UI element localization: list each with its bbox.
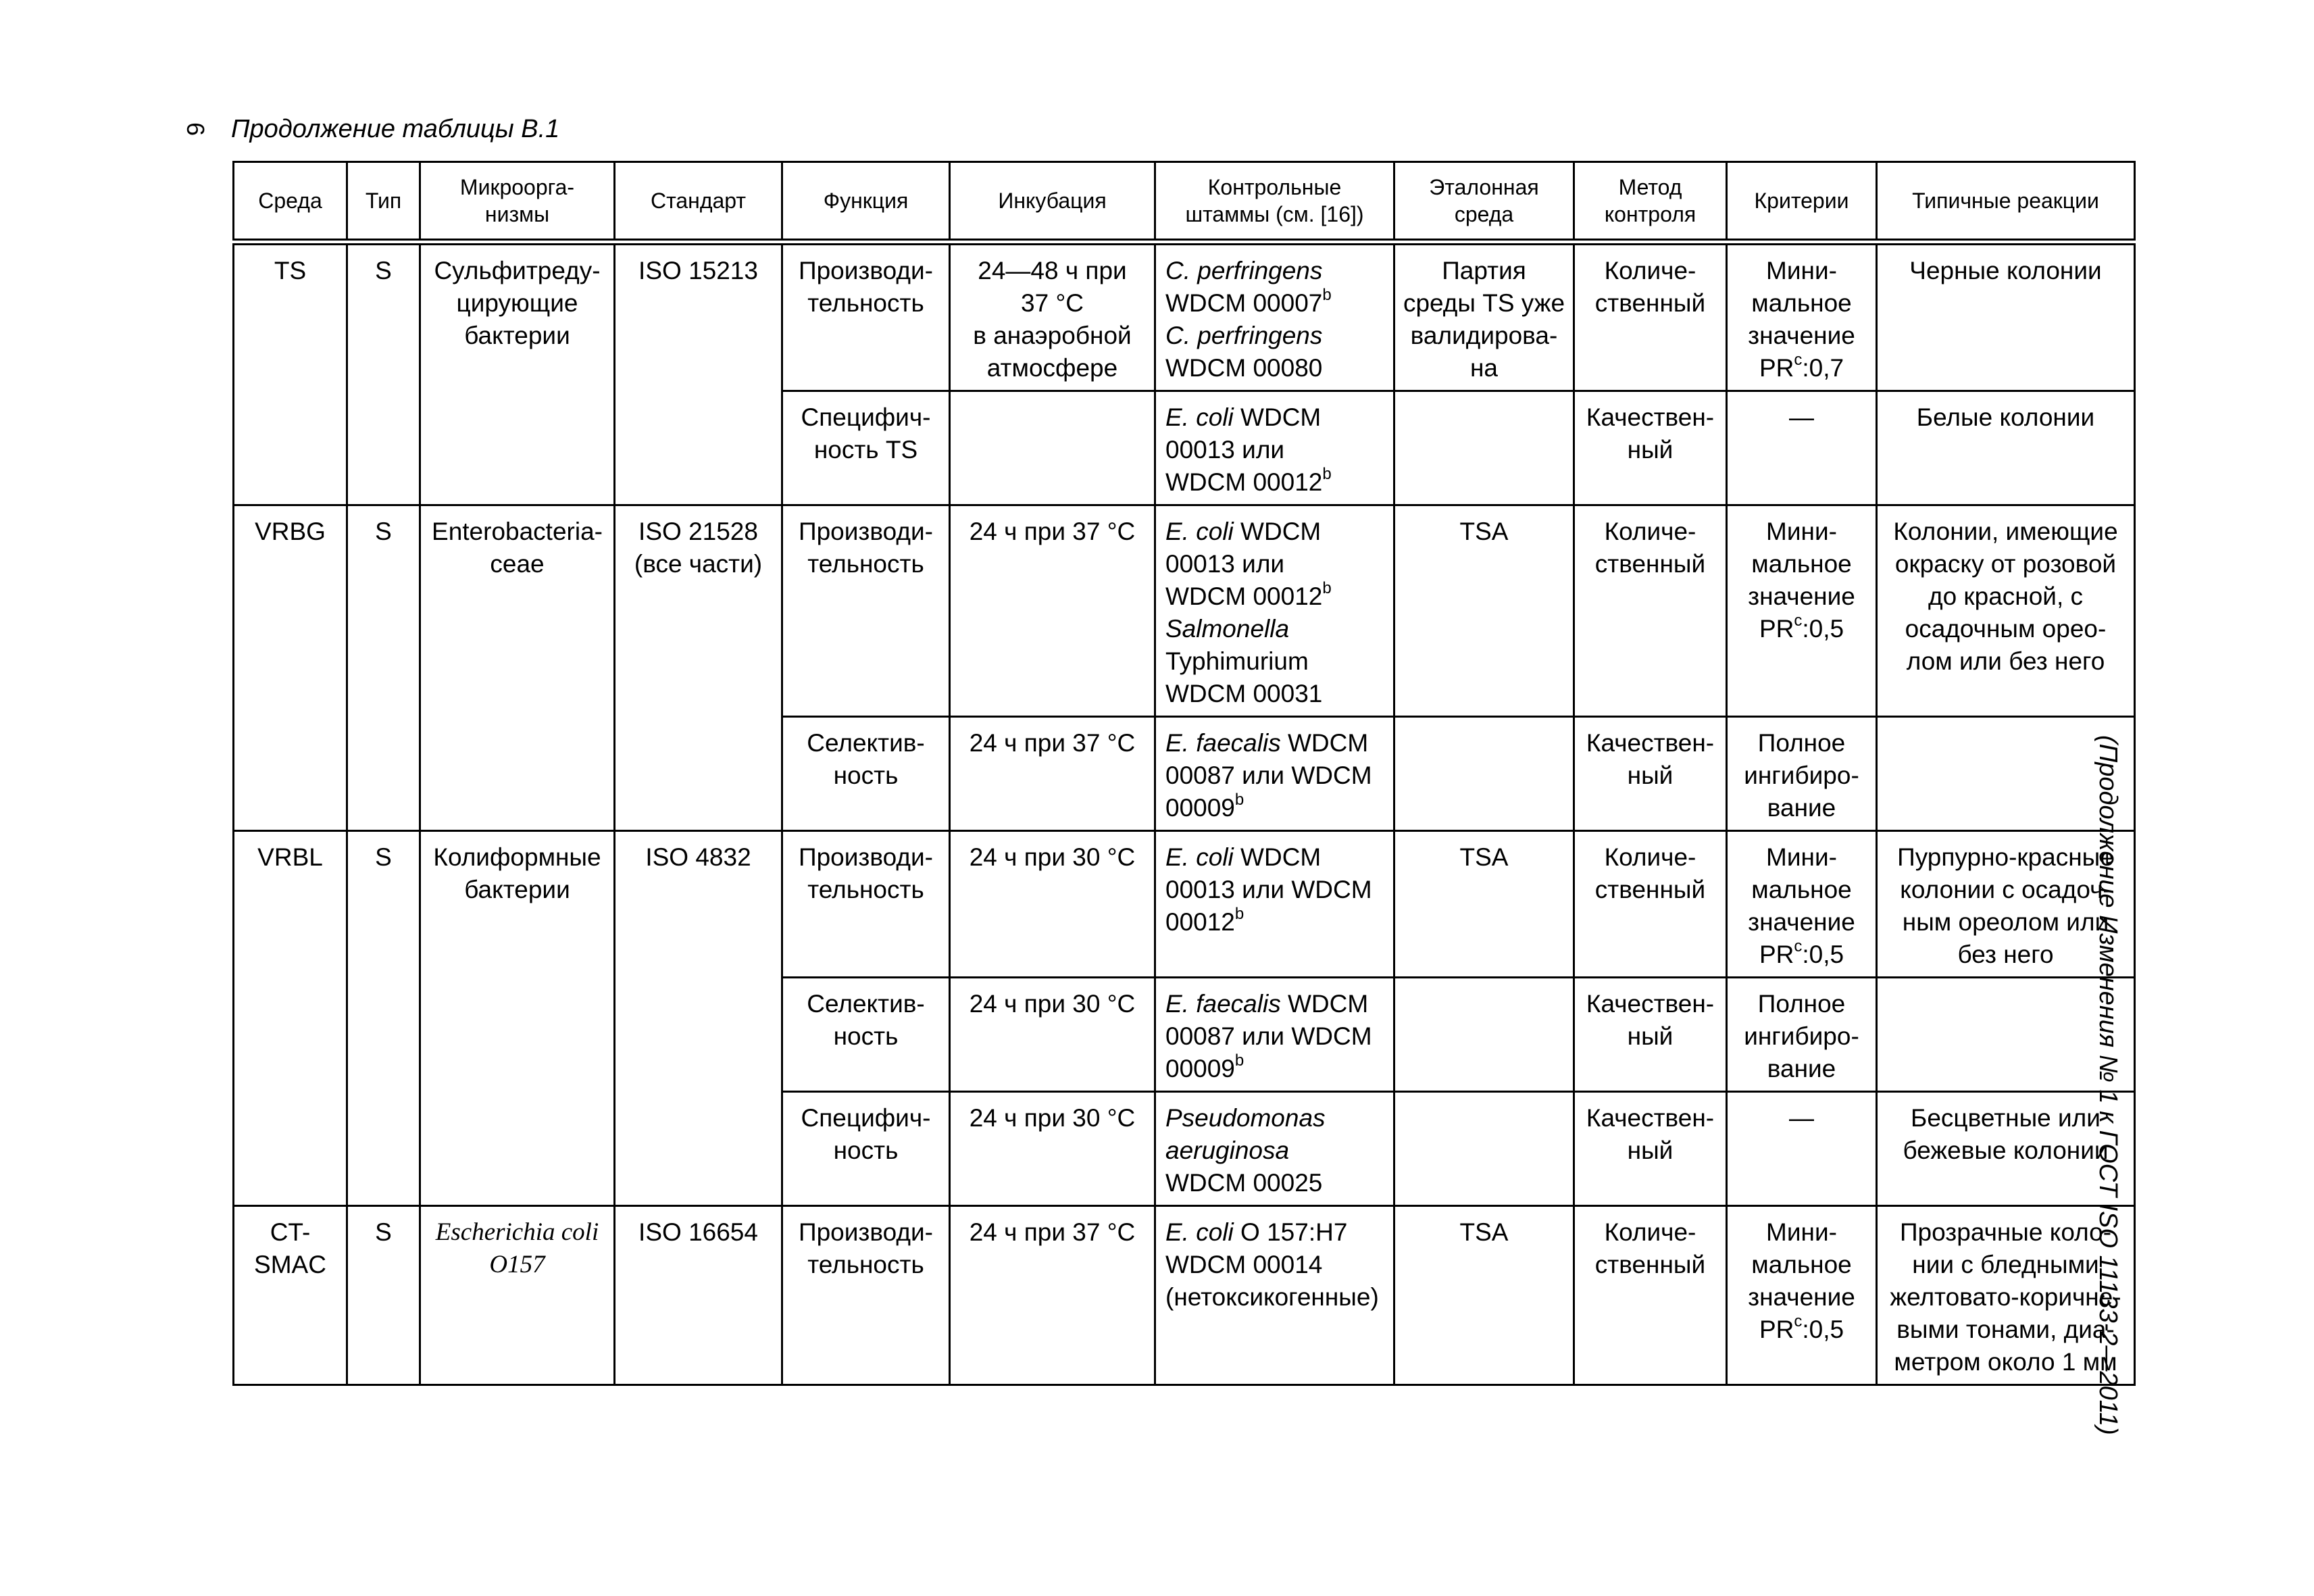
cell-reaction: Бесцветные или бежевые колонии bbox=[1877, 1092, 2135, 1206]
cell-reaction: Колонии, имеющие окраску от розовой до красной, с осадочным орео- лом или без него bbox=[1877, 505, 2135, 717]
page-number: 6 bbox=[182, 122, 209, 136]
cell-method: Качествен- ный bbox=[1574, 978, 1727, 1092]
cell-reference bbox=[1394, 1092, 1574, 1206]
cell-method: Качествен- ный bbox=[1574, 717, 1727, 831]
cell-standard: ISO 16654 bbox=[615, 1206, 782, 1385]
cell-reaction: Пурпурно-красные колонии с осадоч- ным ореолом или без него bbox=[1877, 831, 2135, 978]
cell-medium: VRBL bbox=[234, 831, 347, 1206]
cell-type: S bbox=[347, 242, 420, 505]
cell-medium: CT- SMAC bbox=[234, 1206, 347, 1385]
cell-type: S bbox=[347, 505, 420, 831]
cell-function: Производи- тельность bbox=[782, 1206, 950, 1385]
header-row bbox=[234, 162, 2135, 243]
header-organisms: Микроорга- низмы bbox=[420, 162, 615, 243]
side-running-title: (Продолжение Изменения № 1 к ГОСТ ISO 11133-2—2011) bbox=[2094, 735, 2122, 1435]
cell-medium: VRBG bbox=[234, 505, 347, 831]
cell-incubation: 24 ч при 30 °C bbox=[950, 1092, 1155, 1206]
table-row bbox=[234, 1206, 2135, 1385]
cell-reference bbox=[1394, 391, 1574, 505]
cell-organisms: Колиформные бактерии bbox=[420, 831, 615, 1206]
cell-function: Производи- тельность bbox=[782, 831, 950, 978]
table-body bbox=[234, 242, 2135, 1385]
cell-function: Специфич- ность bbox=[782, 1092, 950, 1206]
cell-reference bbox=[1394, 717, 1574, 831]
cell-reference: TSA bbox=[1394, 1206, 1574, 1385]
cell-reference: TSA bbox=[1394, 831, 1574, 978]
cell-reference bbox=[1394, 978, 1574, 1092]
cell-function: Селектив- ность bbox=[782, 717, 950, 831]
cell-strains: E. faecalis WDCM 00087 или WDCM 00009$^b$ bbox=[1155, 978, 1394, 1092]
cell-function: Селектив- ность bbox=[782, 978, 950, 1092]
cell-strains: C. perfringens WDCM 00007$^b$ C. perfringens WDCM 00080 bbox=[1155, 242, 1394, 391]
header-reference: Эталонная среда bbox=[1394, 162, 1574, 243]
cell-standard: ISO 15213 bbox=[615, 242, 782, 505]
cell-method: Количе- ственный bbox=[1574, 831, 1727, 978]
cell-criteria: Мини- мальное значение $PR^c:0,5$ bbox=[1727, 505, 1877, 717]
cell-method: Количе- ственный bbox=[1574, 505, 1727, 717]
cell-incubation: 24 ч при 30 °C bbox=[950, 978, 1155, 1092]
cell-method: Количе- ственный bbox=[1574, 242, 1727, 391]
cell-function: Специфич- ность TS bbox=[782, 391, 950, 505]
cell-organisms: Enterobacteria- ceae bbox=[420, 505, 615, 831]
cell-criteria: Мини- мальное значение $PR^c:0,7$ bbox=[1727, 242, 1877, 391]
cell-medium: TS bbox=[234, 242, 347, 505]
cell-strains: Pseudomonas aeruginosa WDCM 00025 bbox=[1155, 1092, 1394, 1206]
cell-strains: E. coli WDCM 00013 или WDCM 00012$^b$ Salmonella Typhimurium WDCM 00031 bbox=[1155, 505, 1394, 717]
cell-incubation: 24—48 ч при 37 °C в анаэробной атмосфере bbox=[950, 242, 1155, 391]
media-table bbox=[232, 161, 2136, 1386]
header-criteria: Критерии bbox=[1727, 162, 1877, 243]
header-medium: Среда bbox=[234, 162, 347, 243]
cell-strains: E. coli WDCM 00013 или WDCM 00012$^b$ bbox=[1155, 391, 1394, 505]
table-row bbox=[234, 831, 2135, 978]
cell-strains: E. faecalis WDCM 00087 или WDCM 00009$^b$ bbox=[1155, 717, 1394, 831]
cell-criteria: Полное ингибиро- вание bbox=[1727, 717, 1877, 831]
cell-incubation bbox=[950, 391, 1155, 505]
cell-reaction: Белые колонии bbox=[1877, 391, 2135, 505]
cell-type: S bbox=[347, 831, 420, 1206]
cell-reference: TSA bbox=[1394, 505, 1574, 717]
table-row bbox=[234, 242, 2135, 391]
cell-incubation: 24 ч при 37 °C bbox=[950, 505, 1155, 717]
cell-criteria: Полное ингибиро- вание bbox=[1727, 978, 1877, 1092]
header-strains: Контрольные штаммы (см. [16]) bbox=[1155, 162, 1394, 243]
cell-reaction: Прозрачные коло- нии с бледными желтовато-коричне- выми тонами, диа- метром около 1 мм bbox=[1877, 1206, 2135, 1385]
header-standard: Стандарт bbox=[615, 162, 782, 243]
header-method: Метод контроля bbox=[1574, 162, 1727, 243]
cell-reaction bbox=[1877, 978, 2135, 1092]
cell-incubation: 24 ч при 37 °C bbox=[950, 717, 1155, 831]
header-function: Функция bbox=[782, 162, 950, 243]
cell-function: Производи- тельность bbox=[782, 505, 950, 717]
cell-criteria: — bbox=[1727, 1092, 1877, 1206]
cell-strains: E. coli O 157:H7 WDCM 00014 (нетоксикогенные) bbox=[1155, 1206, 1394, 1385]
header-reaction: Типичные реакции bbox=[1877, 162, 2135, 243]
cell-incubation: 24 ч при 37 °C bbox=[950, 1206, 1155, 1385]
cell-reaction: Черные колонии bbox=[1877, 242, 2135, 391]
cell-incubation: 24 ч при 30 °C bbox=[950, 831, 1155, 978]
cell-reference: Партия среды TS уже валидирова- на bbox=[1394, 242, 1574, 391]
cell-function: Производи- тельность bbox=[782, 242, 950, 391]
cell-standard: ISO 4832 bbox=[615, 831, 782, 1206]
cell-organisms: Escherichia coli O157 bbox=[420, 1206, 615, 1385]
cell-type: S bbox=[347, 1206, 420, 1385]
cell-strains: E. coli WDCM 00013 или WDCM 00012$^b$ bbox=[1155, 831, 1394, 978]
cell-method: Качествен- ный bbox=[1574, 1092, 1727, 1206]
cell-method: Качествен- ный bbox=[1574, 391, 1727, 505]
cell-criteria: — bbox=[1727, 391, 1877, 505]
header-incubation: Инкубация bbox=[950, 162, 1155, 243]
cell-method: Количе- ственный bbox=[1574, 1206, 1727, 1385]
table-row bbox=[234, 505, 2135, 717]
cell-reaction bbox=[1877, 717, 2135, 831]
header-type: Тип bbox=[347, 162, 420, 243]
cell-standard: ISO 21528 (все части) bbox=[615, 505, 782, 831]
cell-organisms: Сульфитреду- цирующие бактерии bbox=[420, 242, 615, 505]
cell-criteria: Мини- мальное значение $PR^c:0,5$ bbox=[1727, 1206, 1877, 1385]
table-caption: Продолжение таблицы В.1 bbox=[231, 115, 560, 143]
cell-criteria: Мини- мальное значение $PR^c:0,5$ bbox=[1727, 831, 1877, 978]
